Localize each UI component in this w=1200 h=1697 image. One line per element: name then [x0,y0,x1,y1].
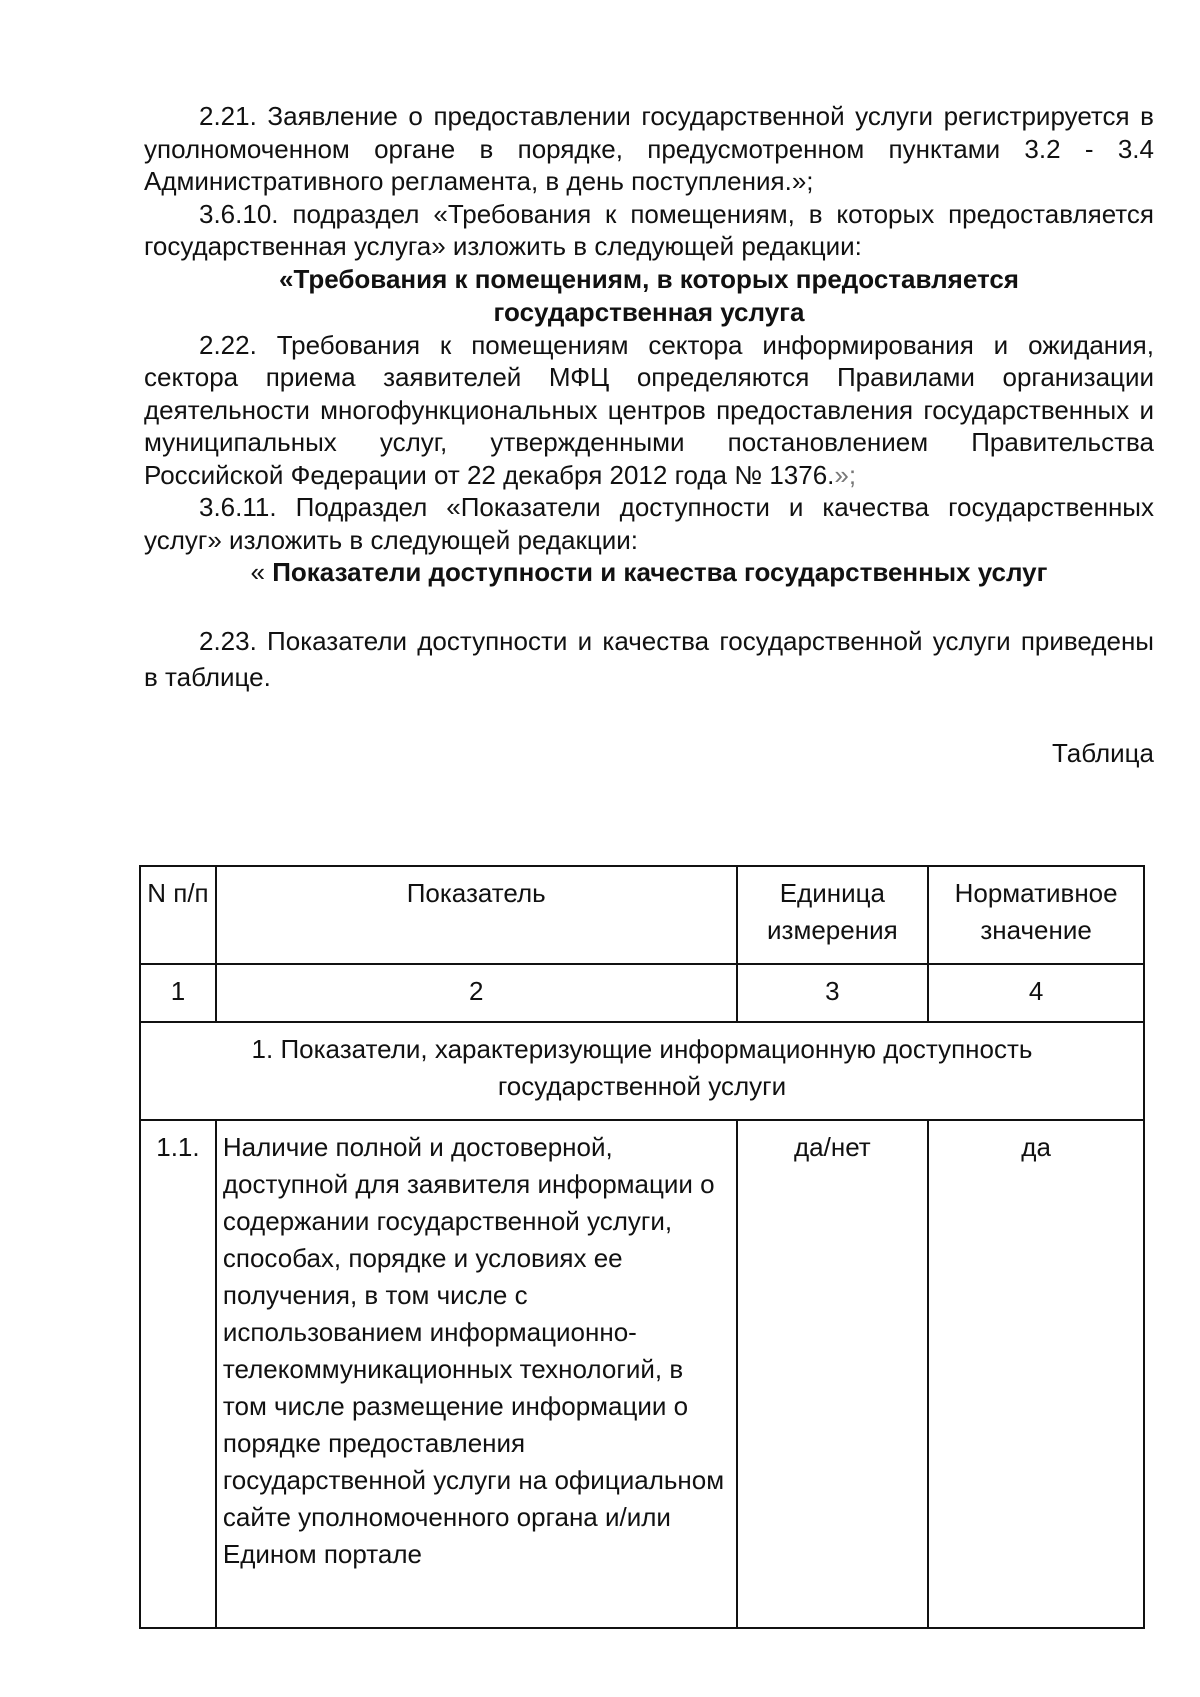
header-cell-indicator: Показатель [216,866,737,964]
header-cell-value: Нормативное значение [928,866,1144,964]
indicators-table [139,865,1145,1629]
paragraph-3-6-10: 3.6.10. подраздел «Требования к помещениям, в которых предоставляется государственная услуга» изложить в следующей редакции: [144,198,1154,261]
column-number-cell: 3 [737,964,929,1022]
table-row [140,1120,1144,1628]
table-header-row [140,866,1144,964]
column-number-cell: 2 [216,964,737,1022]
paragraph-3-6-11: 3.6.11. Подраздел «Показатели доступности и качества государственных услуг» изложить в следующей редакции: [144,492,1154,555]
section-title-cell: 1. Показатели, характеризующие информационную доступность государственной услуги [140,1022,1144,1120]
paragraph-2-23: 2.23. Показатели доступности и качества государственной услуги приведены в таблице. [144,626,1154,692]
row-number-cell: 1.1. [140,1120,216,1628]
document-page [144,100,1154,769]
heading-premises-line1: «Требования к помещениям, в которых предоставляется [279,263,1019,294]
table-section-row [140,1022,1144,1120]
paragraph-2-22-text: 2.22. Требования к помещениям сектора информирования и ожидания, сектора приема заявителей МФЦ определяются Правилами организации деятельности многофункциональных центров предоставления государственных и муниципальных услуг, утвержденными постановлением Правительства Российской Федерации от 22 декабря 2012 года № 1376. [144,329,1154,490]
column-number-cell: 4 [928,964,1144,1022]
paragraph-2-21: 2.21. Заявление о предоставлении государственной услуги регистрируется в уполномоченном органе в порядке, предусмотренном пунктами 3.2 - 3.4 Административного регламента, в день поступления.»; [144,101,1154,196]
paragraph-2-22 [144,329,1154,492]
column-number-cell: 1 [140,964,216,1022]
heading-indicators [144,556,1154,589]
header-cell-unit: Единица измерения [737,866,929,964]
row-indicator-cell: Наличие полной и достоверной, доступной для заявителя информации о содержании государственной услуги, способах, порядке и условиях ее получения, в том числе с использованием информационно-телекоммуникационных технологий, в том числе размещение информации о порядке предоставления государственной услуги на официальном сайте уполномоченного органа и/или Едином портале [216,1120,737,1628]
row-unit-cell: да/нет [737,1120,929,1628]
table-caption: Таблица [1052,738,1154,768]
heading-indicators-quote: « [250,557,273,587]
header-cell-number: N п/п [140,866,216,964]
paragraph-2-22-closing-quote: »; [834,459,857,490]
row-value-cell: да [928,1120,1144,1628]
heading-premises-line2: государственная услуга [493,296,805,327]
table-column-numbers-row [140,964,1144,1022]
heading-indicators-text: Показатели доступности и качества государственных услуг [272,557,1048,587]
